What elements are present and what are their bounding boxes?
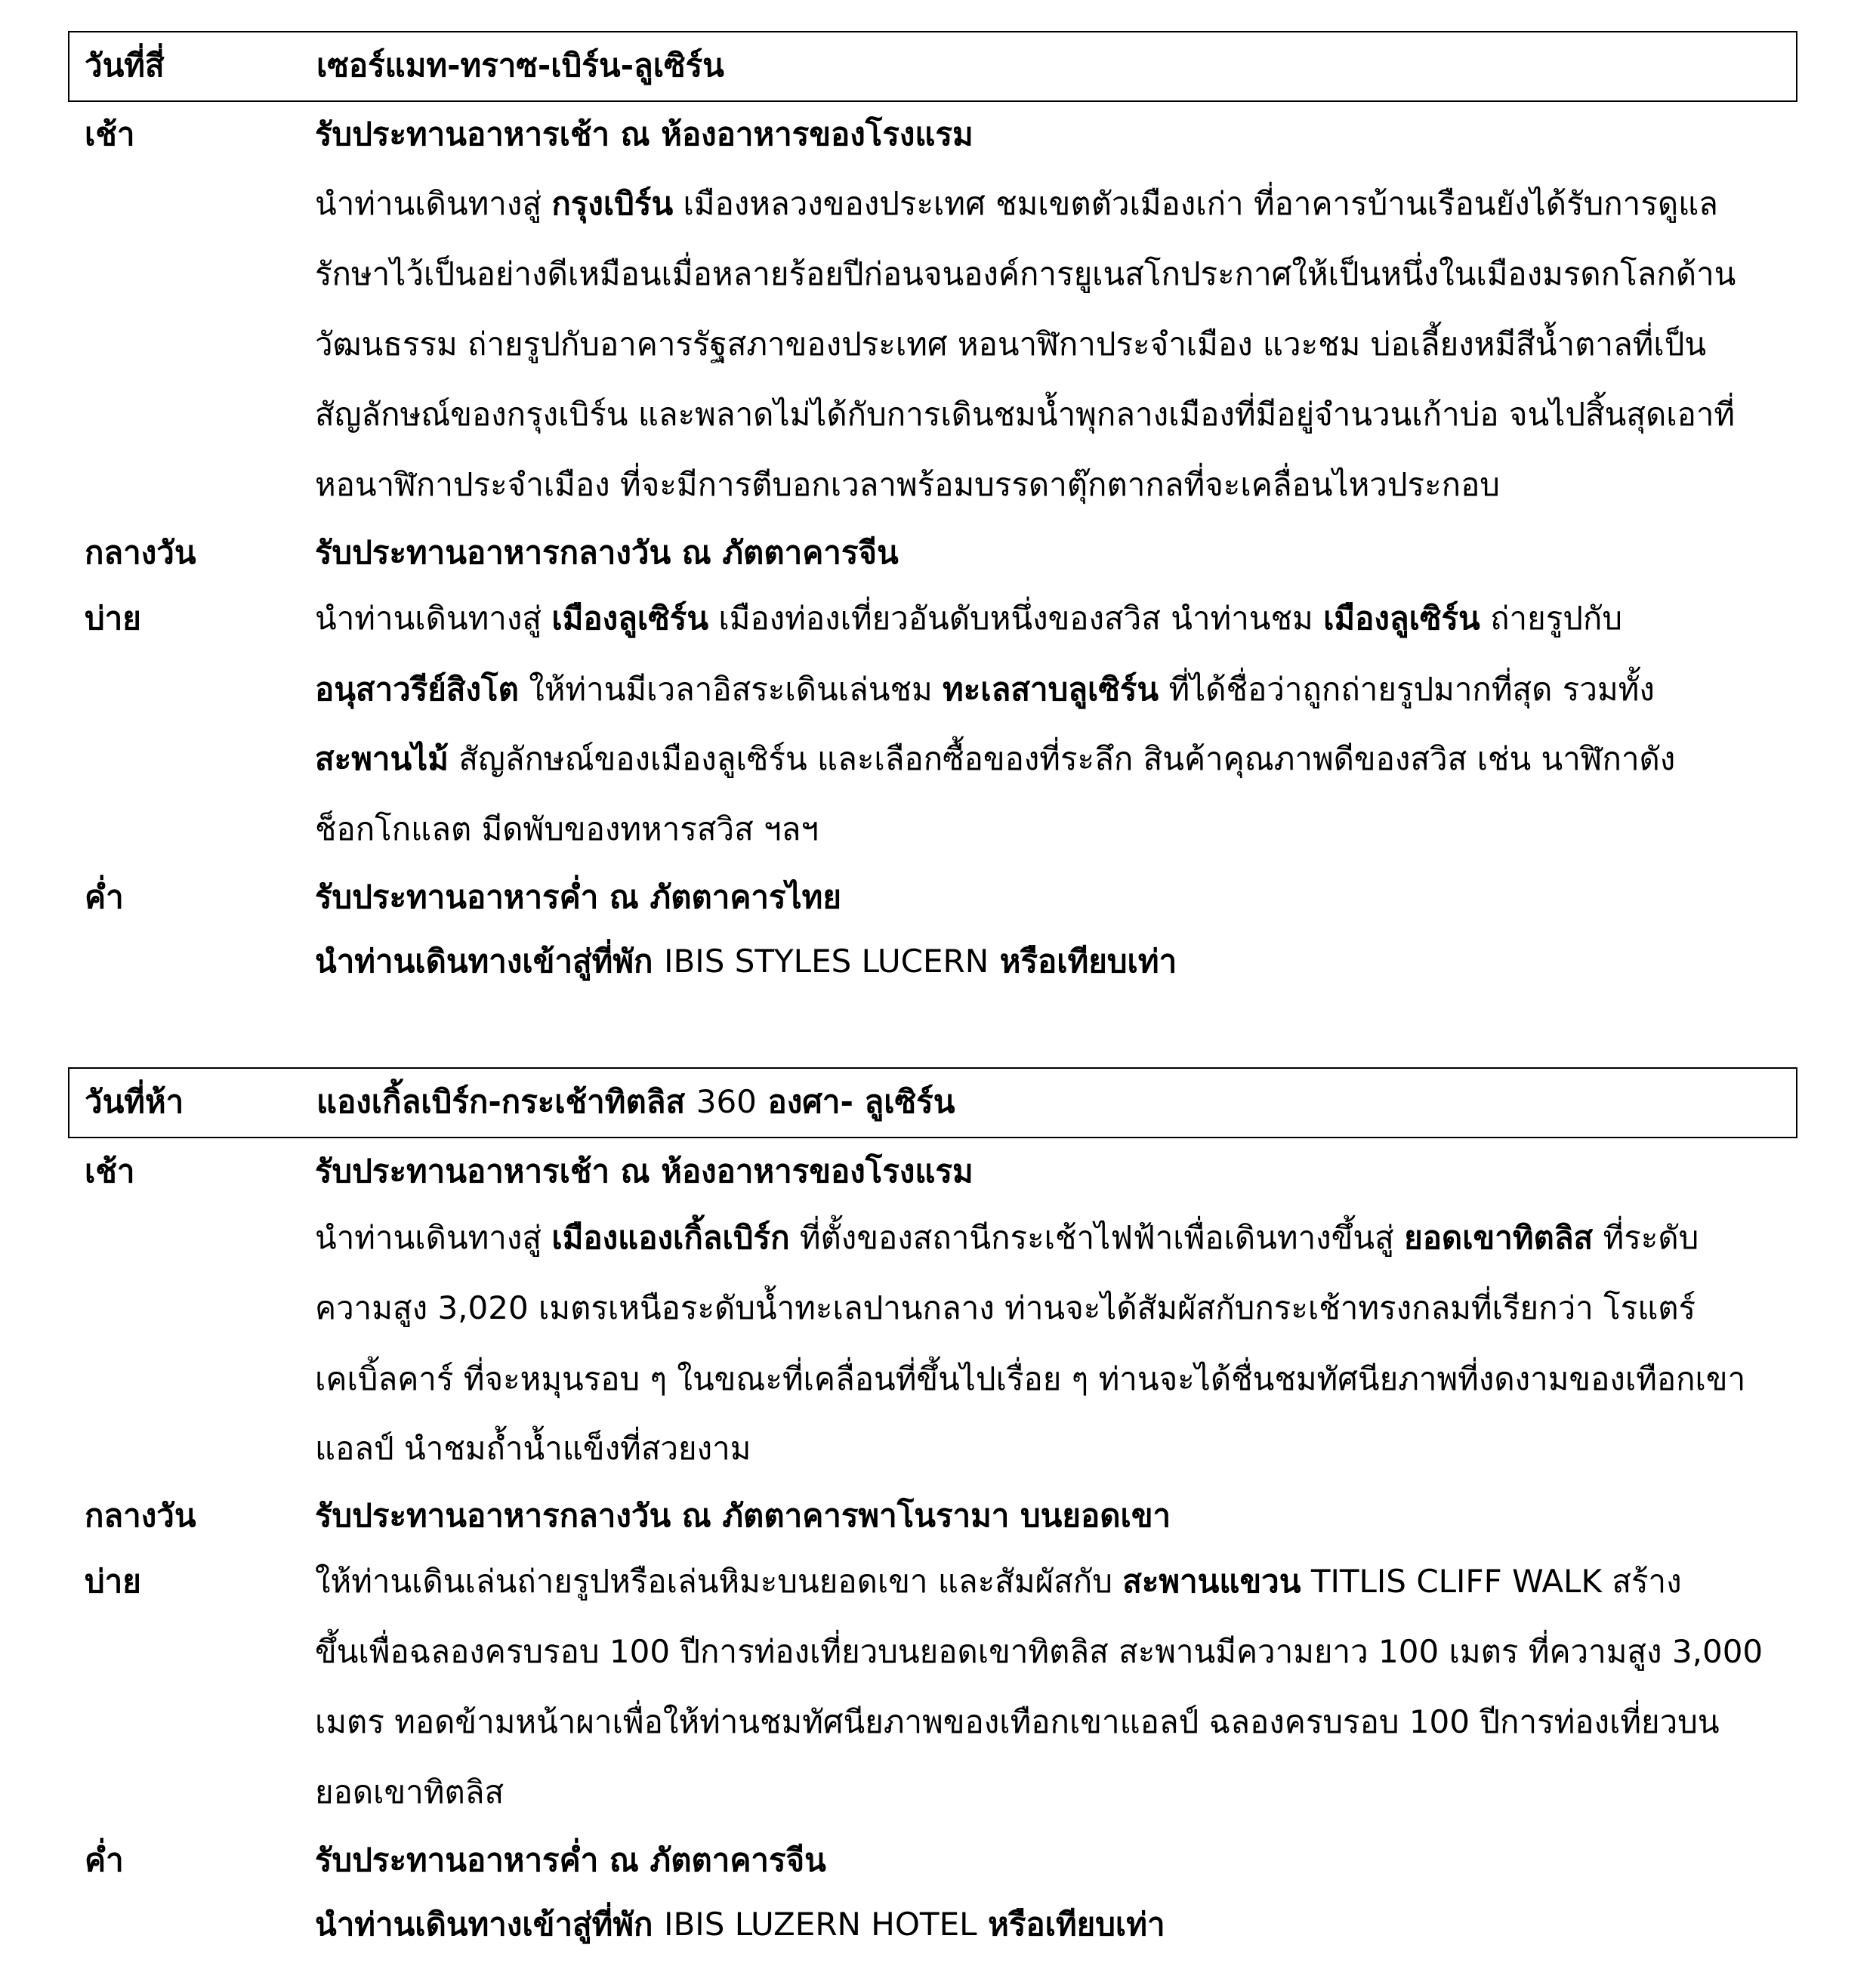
day4-morning-line-3: วัฒนธรรม ถ่ายรูปกับอาคารรัฐสภาของประเทศ หอนาฬิกาประจำเมือง แวะชม บ่อเลี้ยงหมีสีน้ำตาลที่เป็น	[315, 326, 1707, 363]
day5-noon-label: กลางวัน	[85, 1497, 196, 1534]
day5-hotel: นำท่านเดินทางเข้าสู่ที่พัก IBIS LUZERN HOTEL หรือเทียบเท่า	[315, 1906, 1165, 1943]
day5-lunch: รับประทานอาหารกลางวัน ณ ภัตตาคารพาโนรามา บนยอดเขา	[315, 1497, 1171, 1534]
day4-lunch: รับประทานอาหารกลางวัน ณ ภัตตาคารจีน	[315, 534, 899, 571]
day4-morning-label: เช้า	[85, 116, 135, 153]
day4-breakfast: รับประทานอาหารเช้า ณ ห้องอาหารของโรงแรม	[315, 116, 974, 153]
day4-noon-label: กลางวัน	[85, 534, 196, 571]
day4-afternoon-line-3: สะพานไม้ สัญลักษณ์ของเมืองลูเซิร์น และเลือกซื้อของที่ระลึก สินค้าคุณภาพดีของสวิส เช่น นาฬิกาดัง	[315, 740, 1676, 777]
day5-title: แองเกิ้ลเบิร์ก-กระเช้าทิตลิส 360 องศา- ลูเซิร์น	[316, 1083, 955, 1120]
day5-morning-line-2: ความสูง 3,020 เมตรเหนือระดับน้ำทะเลปานกลาง ท่านจะได้สัมผัสกับกระเช้าทรงกลมที่เรียกว่า โรแตร์	[315, 1289, 1696, 1326]
day5-afternoon-line-4: ยอดเขาทิตลิส	[315, 1773, 505, 1810]
day5-morning-line-3: เคเบิ้ลคาร์ ที่จะหมุนรอบ ๆ ในขณะที่เคลื่อนที่ขึ้นไปเรื่อย ๆ ท่านจะได้ชื่นชมทัศนียภาพที่งดงามของเทือกเขา	[315, 1360, 1746, 1397]
day4-afternoon-line-2: อนุสาวรีย์สิงโต ให้ท่านมีเวลาอิสระเดินเล่นชม ทะเลสาบลูเซิร์น ที่ได้ชื่อว่าถูกถ่ายรูปมากที่สุด รวมทั้ง	[315, 671, 1655, 708]
day5-afternoon-label: บ่าย	[85, 1563, 141, 1600]
day5-breakfast: รับประทานอาหารเช้า ณ ห้องอาหารของโรงแรม	[315, 1153, 974, 1190]
day5-morning-line-1: นำท่านเดินทางสู่ เมืองแองเกิ้ลเบิร์ก ที่ตั้งของสถานีกระเช้าไฟฟ้าเพื่อเดินทางขึ้นสู่ ยอดเขาทิตลิส ที่ระดับ	[315, 1219, 1699, 1256]
day5-afternoon-line-1: ให้ท่านเดินเล่นถ่ายรูปหรือเล่นหิมะบนยอดเขา และสัมผัสกับ สะพานแขวน TITLIS CLIFF WALK สร้าง	[315, 1563, 1682, 1600]
day4-dinner: รับประทานอาหารค่ำ ณ ภัตตาคารไทย	[315, 878, 841, 915]
day5-dinner: รับประทานอาหารค่ำ ณ ภัตตาคารจีน	[315, 1841, 826, 1878]
day4-header-box	[68, 31, 1797, 102]
day4-label: วันที่สี่	[85, 47, 165, 84]
day4-afternoon-label: บ่าย	[85, 600, 141, 637]
day5-morning-line-4: แอลป์ นำชมถ้ำน้ำแข็งที่สวยงาม	[315, 1430, 751, 1467]
day5-morning-label: เช้า	[85, 1153, 135, 1190]
day4-morning-line-2: รักษาไว้เป็นอย่างดีเหมือนเมื่อหลายร้อยปีก่อนจนองค์การยูเนสโกประกาศให้เป็นหนึ่งในเมืองมรดกโลกด้าน	[315, 255, 1736, 292]
day4-afternoon-line-1: นำท่านเดินทางสู่ เมืองลูเซิร์น เมืองท่องเที่ยวอันดับหนึ่งของสวิส นำท่านชม เมืองลูเซิร์น ถ่ายรูปกับ	[315, 600, 1623, 637]
day4-evening-label: ค่ำ	[85, 878, 124, 915]
day5-label: วันที่ห้า	[85, 1083, 184, 1120]
day5-header-box	[68, 1067, 1797, 1138]
day4-title: เซอร์แมท-ทราซ-เบิร์น-ลูเซิร์น	[316, 47, 724, 84]
day4-morning-line-1: นำท่านเดินทางสู่ กรุงเบิร์น เมืองหลวงของประเทศ ชมเขตตัวเมืองเก่า ที่อาคารบ้านเรือนยังได้รับการดูแล	[315, 185, 1718, 222]
day4-morning-line-4: สัญลักษณ์ของกรุงเบิร์น และพลาดไม่ได้กับการเดินชมน้ำพุกลางเมืองที่มีอยู่จำนวนเก้าบ่อ จนไปสิ้นสุดเอาที่	[315, 396, 1736, 433]
day4-hotel: นำท่านเดินทางเข้าสู่ที่พัก IBIS STYLES LUCERN หรือเทียบเท่า	[315, 943, 1177, 980]
day5-afternoon-line-2: ขึ้นเพื่อฉลองครบรอบ 100 ปีการท่องเที่ยวบนยอดเขาทิตลิส สะพานมีความยาว 100 เมตร ที่ความสูง 3,000	[315, 1633, 1763, 1670]
day5-afternoon-line-3: เมตร ทอดข้ามหน้าผาเพื่อให้ท่านชมทัศนียภาพของเทือกเขาแอลป์ ฉลองครบรอบ 100 ปีการท่องเที่ยวบน	[315, 1703, 1720, 1740]
day4-afternoon-line-4: ช็อกโกแลต มีดพับของทหารสวิส ฯลฯ	[315, 810, 819, 847]
day5-evening-label: ค่ำ	[85, 1841, 124, 1878]
day4-morning-line-5: หอนาฬิกาประจำเมือง ที่จะมีการตีบอกเวลาพร้อมบรรดาตุ๊กตากลที่จะเคลื่อนไหวประกอบ	[315, 466, 1500, 503]
